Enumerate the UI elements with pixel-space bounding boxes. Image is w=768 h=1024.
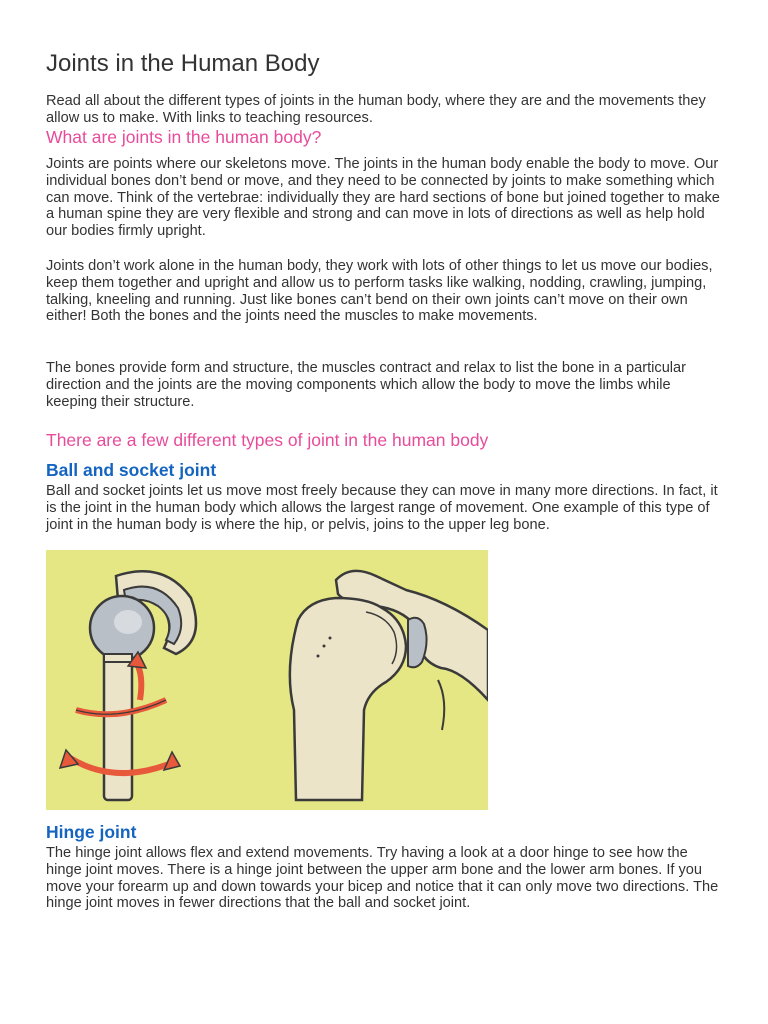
paragraph-hinge: The hinge joint allows flex and extend movements. Try having a look at a door hinge to see how the hinge joint moves. There is a hinge joint between the upper arm bone and the lower arm bones. If you move your forearm up and down towards your bicep and notice that it can only move two directions. The hinge joint moves in fewer directions that the ball and socket joint.	[46, 845, 719, 912]
paragraph-what-1: Joints are points where our skeletons move. The joints in the human body enable the body to move. Our individual bones don’t bend or move, and they need to be connected by joints to make something which can move. Think of the vertebrae: individually they are hard sections of bone but joined together to make a human spine they are very flexible and strong and can move in lots of directions as well as help hold our bodies firmly upright.	[46, 156, 720, 240]
section-heading-what: What are joints in the human body?	[46, 127, 322, 147]
ball-and-socket-model-illustration	[60, 571, 196, 800]
paragraph-what-2: Joints don’t work alone in the human body, they work with lots of other things to let us move our bodies, keep them together and upright and allow us to perform tasks like walking, nodding, crawling, jumping, talking, kneeling and running. Just like bones can’t bend on their own joints can’t move on their own either! Both the bones and the joints need the muscles to make movements.	[46, 258, 713, 325]
intro-paragraph: Read all about the different types of joints in the human body, where they are and the movements they allow us to make. With links to teaching resources.	[46, 93, 706, 126]
paragraph-what-3: The bones provide form and structure, the muscles contract and relax to list the bone in a particular direction and the joints are the moving components which allow the body to move the limbs while keeping their structure.	[46, 360, 687, 410]
joints-illustration	[46, 550, 488, 810]
heading-ball-socket: Ball and socket joint	[46, 460, 217, 480]
page-title: Joints in the Human Body	[46, 50, 320, 77]
shoulder-joint-illustration	[290, 571, 488, 800]
heading-hinge: Hinge joint	[46, 822, 137, 842]
paragraph-ball-socket: Ball and socket joints let us move most freely because they can move in many more directions. In fact, it is the joint in the human body which allows the largest range of movement. One example of this type of joint in the human body is where the hip, or pelvis, joins to the upper leg bone.	[46, 483, 718, 533]
section-heading-types: There are a few different types of joint in the human body	[46, 430, 489, 450]
